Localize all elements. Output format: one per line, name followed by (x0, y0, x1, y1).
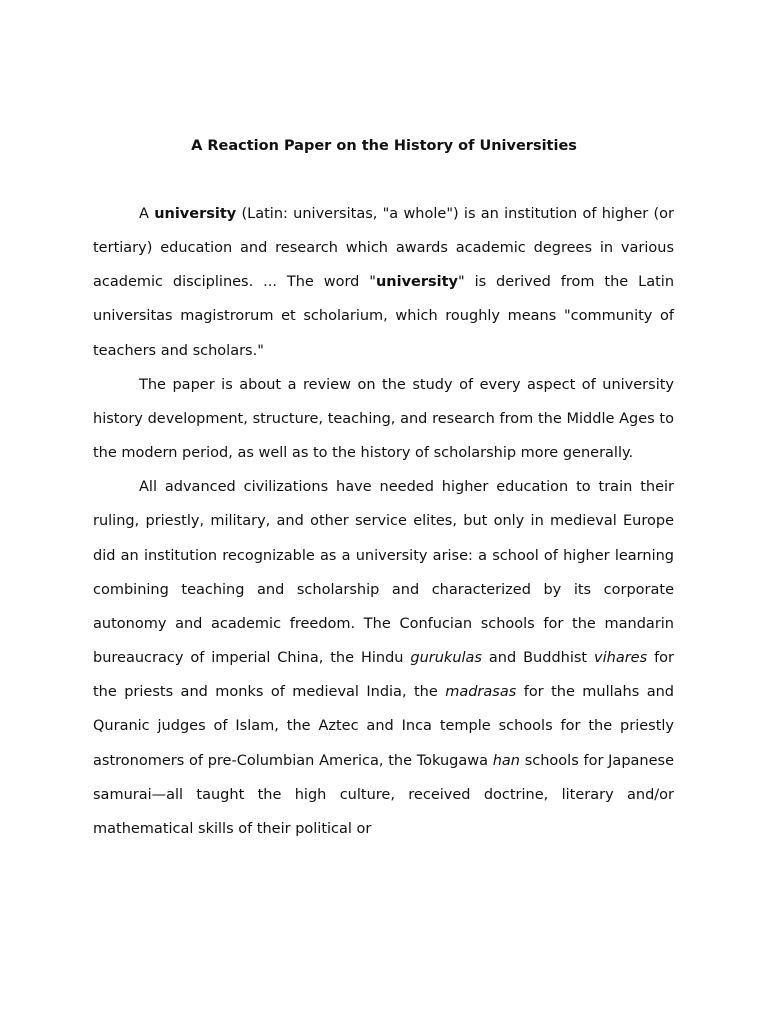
paragraph-1-text: " is derived from the Latin universitas magistrorum et scholarium, which roughly means "community of teachers and scholars." (93, 274, 675, 359)
paragraph-3-text: All advanced civilizations have needed higher education to train their ruling, priestly, military, and other service elites, but only in medieval Europe did an institution recognizable as a university arise: a school of higher learning combining teaching and scholarship and characterized by its corporate autonomy and academic freedom. The Confucian schools for the mandarin bureaucracy of imperial China, the Hindu (93, 479, 674, 667)
paragraph-1-text: (Latin: universitas, "a whole") is an institution of higher (or tertiary) education and research which awards academic degrees in various academic disciplines. ... The word " (93, 206, 674, 291)
paragraph-1-text: A (139, 206, 155, 222)
bold-term: university (375, 274, 458, 291)
italic-term: madrasas (445, 684, 517, 701)
italic-term: vihares (594, 650, 648, 667)
document-title: A Reaction Paper on the History of Universities (191, 138, 577, 154)
paragraph-3 (93, 470, 674, 846)
italic-term: gurukulas (410, 650, 482, 667)
paragraph-3-text: and Buddhist (482, 650, 595, 667)
italic-term: han (492, 752, 520, 769)
bold-term: university (154, 206, 237, 222)
paragraph-1 (93, 197, 674, 368)
paragraph-3-text: for the priests and monks of medieval India, the (93, 650, 675, 701)
paragraph-2: The paper is about a review on the study of every aspect of university history development, structure, teaching, and research from the Middle Ages to the modern period, as well as to the history of scholarship more generally. (93, 376, 674, 462)
paragraph-3-text: schools for Japanese samurai—all taught the high culture, received doctrine, literary and/or mathematical skills of their political or (93, 752, 674, 837)
paragraph-3-text: for the mullahs and Quranic judges of Islam, the Aztec and Inca temple schools for the priestly astronomers of pre-Columbian America, the Tokugawa (93, 684, 675, 769)
document-body (93, 197, 674, 846)
